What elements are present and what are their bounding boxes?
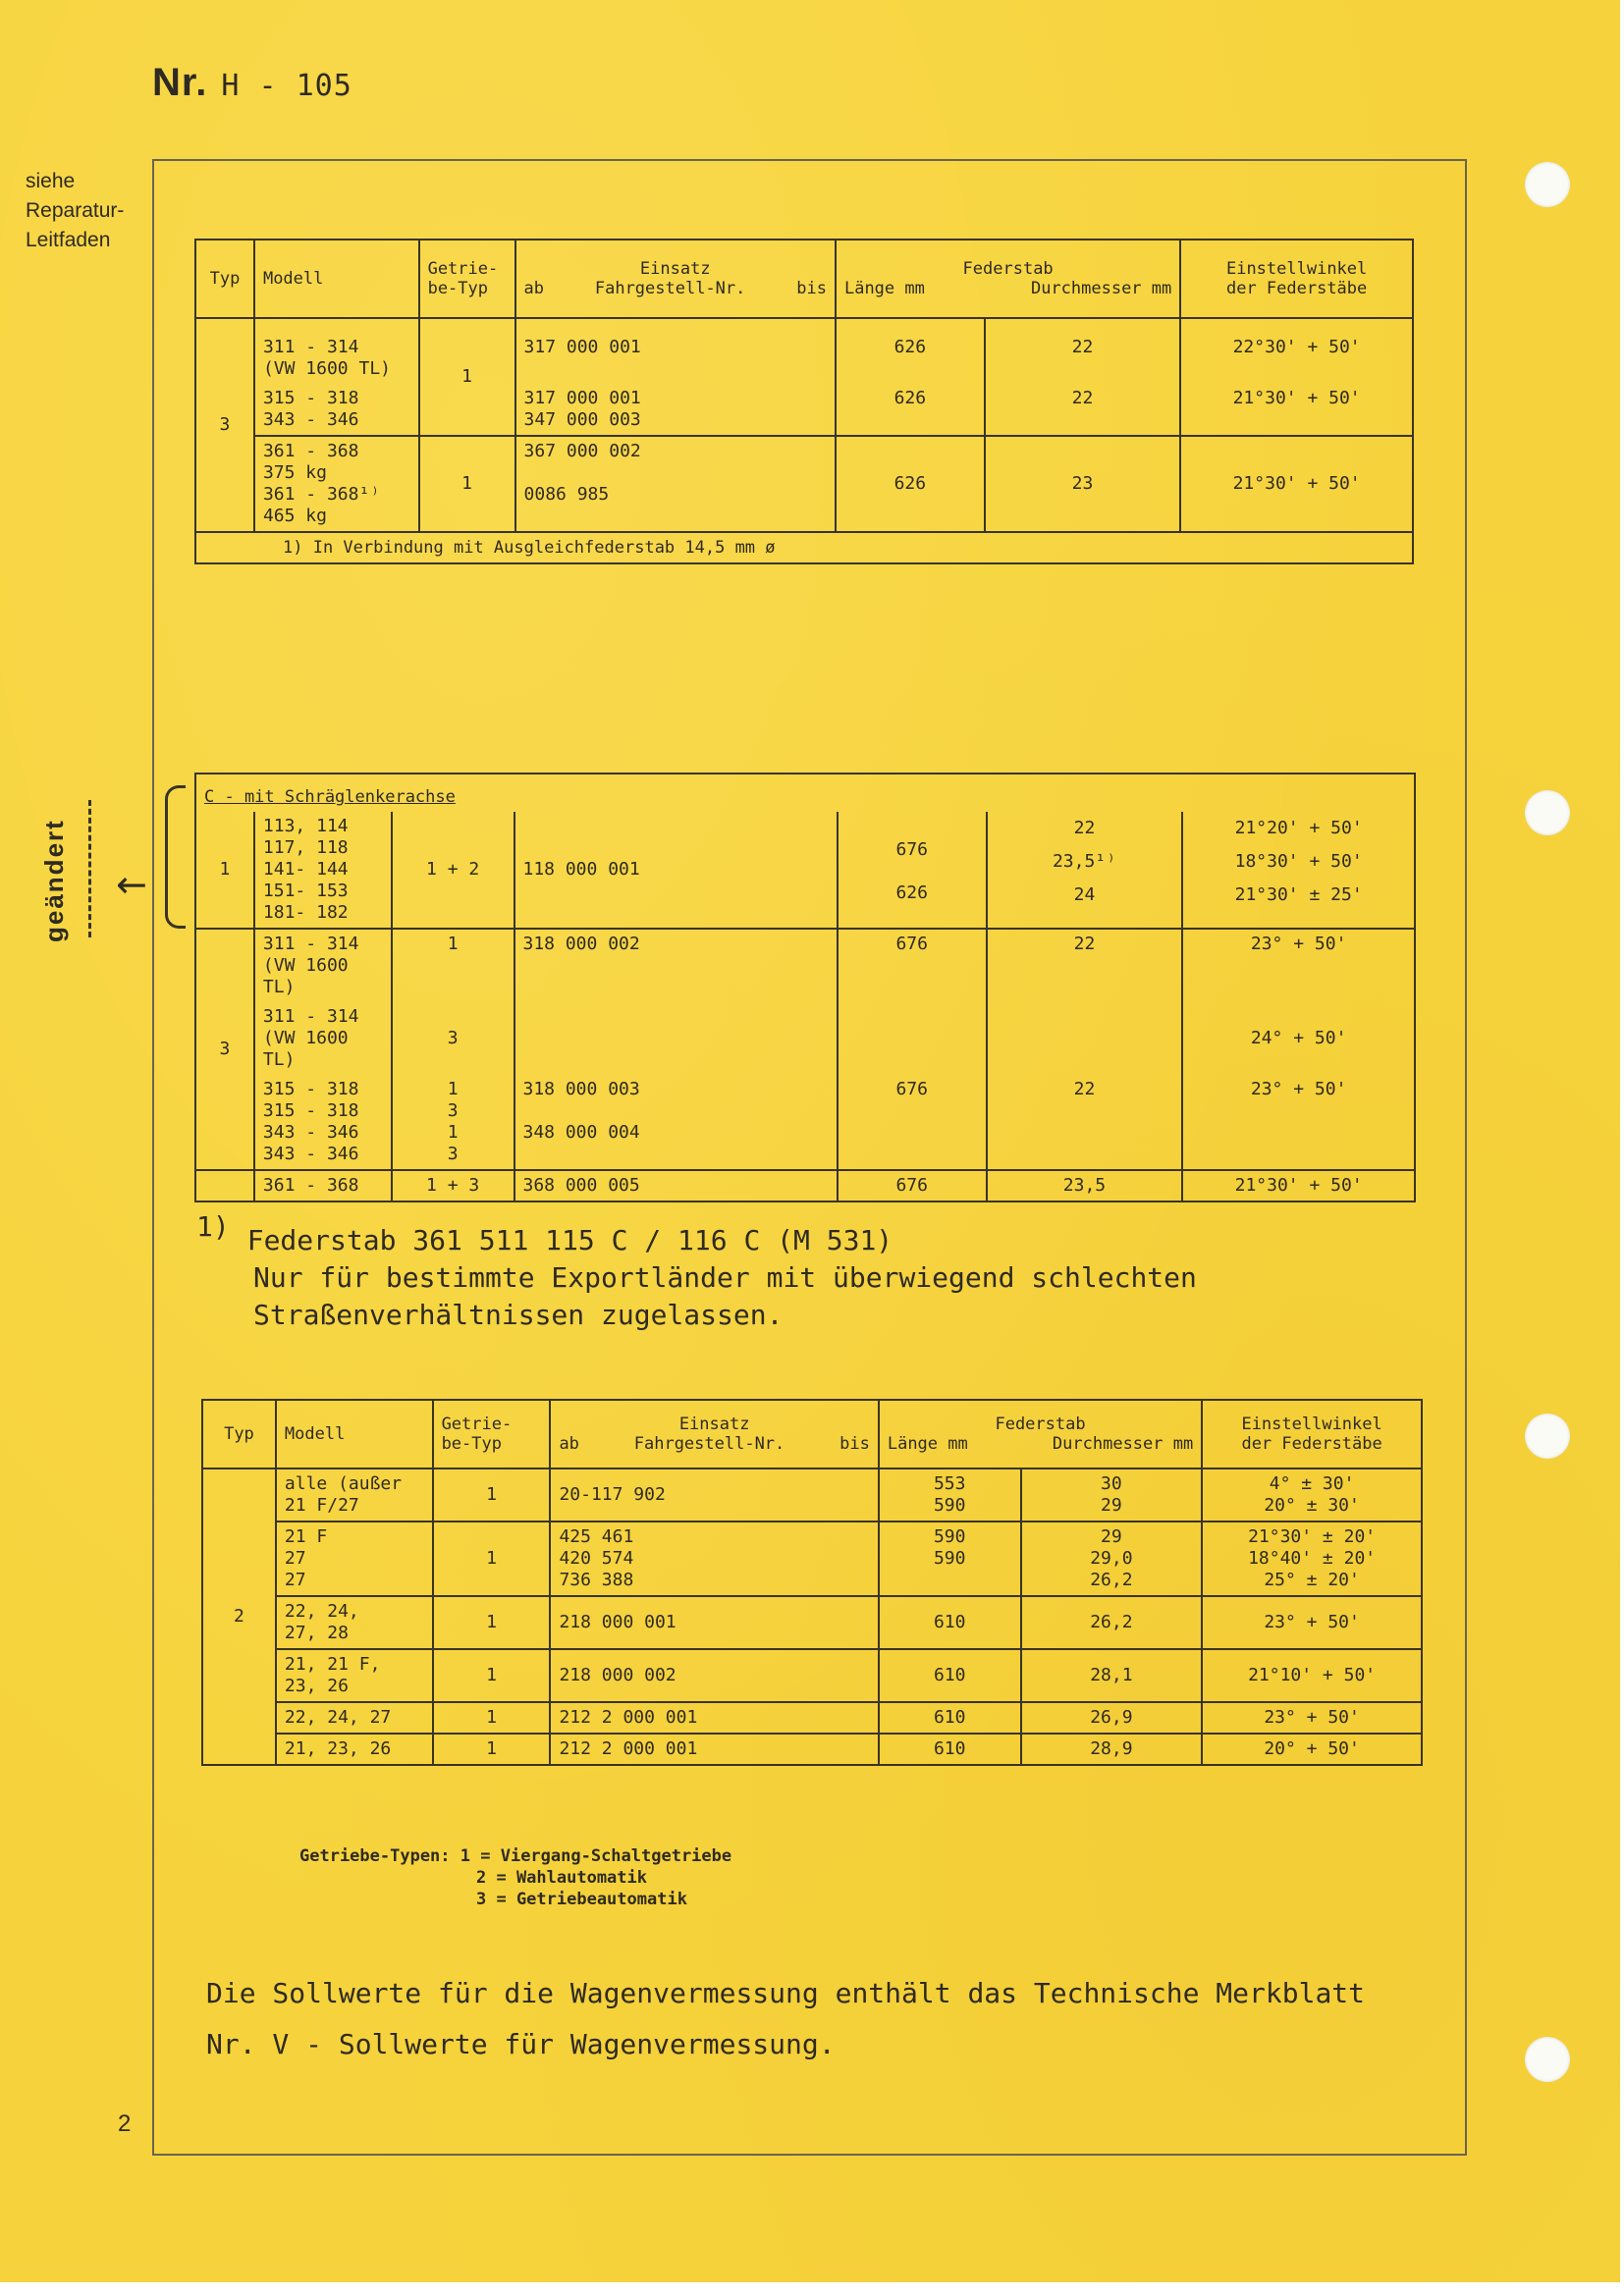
einsatz-cell: 318 000 002 <box>514 929 838 1002</box>
getriebe-cell: 1 + 3 <box>392 1170 514 1201</box>
laenge-cell: 626 <box>836 318 985 384</box>
footnote-line: Straßenverhältnissen zugelassen. <box>253 1299 784 1331</box>
col-einstellwinkel: Einstellwinkel der Federstäbe <box>1202 1400 1422 1468</box>
einsatz-cell: 218 000 001 <box>550 1596 878 1649</box>
laenge-cell: 676 <box>838 1170 987 1201</box>
einsatz-cell: 212 2 000 001 <box>550 1702 878 1734</box>
punch-hole <box>1525 2037 1570 2082</box>
winkel-cell: 23° + 50' <box>1202 1702 1422 1734</box>
spring-table-1 <box>194 239 1414 564</box>
table-row: 3 311 - 314 (VW 1600 TL) 1 318 000 002 676 22 23° + 50' <box>195 929 1415 1002</box>
spring-table-2 <box>194 773 1416 1202</box>
getriebe-cell: 1 <box>419 436 515 532</box>
winkel-cell: 22°30' + 50' <box>1180 318 1413 384</box>
getriebe-cell: 1 <box>392 929 514 1002</box>
document-number <box>152 61 352 105</box>
einsatz-cell: 218 000 002 <box>550 1649 878 1702</box>
einsatz-cell: 20-117 902 <box>550 1468 878 1522</box>
getriebe-cell: 1 <box>433 1596 551 1649</box>
winkel-cell: 21°30' + 50' <box>1182 1170 1415 1201</box>
col-einstellwinkel: Einstellwinkel der Federstäbe <box>1180 240 1413 318</box>
typ-cell: 3 <box>195 929 254 1170</box>
col-federstab: Federstab Länge mm Durchmesser mm <box>879 1400 1202 1468</box>
durchmesser-cell: 22 <box>987 1075 1183 1170</box>
einsatz-cell: 317 000 001 <box>515 318 836 384</box>
footnote-marker: 1) <box>196 1210 230 1243</box>
punch-hole <box>1525 790 1570 835</box>
note-line: Die Sollwerte für die Wagenvermessung enthält das Technische Merkblatt <box>206 1977 1366 2009</box>
laenge-cell: 610 <box>879 1596 1021 1649</box>
punch-hole <box>1525 1414 1570 1459</box>
spring-table-3 <box>201 1399 1423 1766</box>
typ-cell: 1 <box>195 812 254 929</box>
table-footnote: 1) In Verbindung mit Ausgleichfederstab 14,5 mm ø <box>195 532 1413 563</box>
brace-mark <box>165 785 186 929</box>
typ-cell: 2 <box>202 1468 276 1765</box>
col-modell: Modell <box>276 1400 433 1468</box>
table-row: 21 F 27 27 1 425 461 420 574 736 388 590 590 29 29,0 26,2 21°30' ± 20' 18°40' ± 20' 25° ± 20' <box>202 1522 1422 1596</box>
laenge-cell: 610 <box>879 1649 1021 1702</box>
table-row: 3 311 - 314 (VW 1600 TL) 1 317 000 001 626 22 22°30' + 50' <box>195 318 1413 384</box>
winkel-cell: 21°10' + 50' <box>1202 1649 1422 1702</box>
einsatz-cell: 368 000 005 <box>514 1170 838 1201</box>
getriebe-cell: 3 <box>392 1002 514 1075</box>
margin-line: siehe <box>26 170 76 192</box>
table-row <box>195 1170 1415 1201</box>
page-number: 2 <box>118 2110 132 2137</box>
winkel-cell: 23° + 50' <box>1182 1075 1415 1170</box>
durchmesser-cell: 26,9 <box>1021 1702 1203 1734</box>
col-einsatz: Einsatz ab Fahrgestell-Nr. bis <box>515 240 836 318</box>
getriebe-cell: 1 <box>419 318 515 436</box>
getriebe-cell: 1 <box>433 1649 551 1702</box>
durchmesser-cell: 28,1 <box>1021 1649 1203 1702</box>
changed-marker: geändert <box>39 819 69 942</box>
change-bar <box>88 800 91 937</box>
table-row: 2 alle (außer 21 F/27 1 20-117 902 553 590 30 29 4° ± 30' 20° ± 30' <box>202 1468 1422 1522</box>
laenge-cell: 626 <box>836 384 985 436</box>
laenge-cell: 626 <box>836 436 985 532</box>
margin-reference <box>26 167 124 255</box>
sollwerte-note <box>206 1968 1365 2070</box>
laenge-cell: 610 <box>879 1702 1021 1734</box>
col-typ: Typ <box>195 240 254 318</box>
getriebe-cell: 1 <box>433 1468 551 1522</box>
margin-line: Reparatur- <box>26 199 125 222</box>
table-row: 22, 24, 27, 28 1 218 000 001 610 26,2 23° + 50' <box>202 1596 1422 1649</box>
laenge-cell: 610 <box>879 1734 1021 1765</box>
winkel-cell: 21°30' + 50' <box>1180 384 1413 436</box>
modell-cell: 361 - 368 <box>254 1170 392 1201</box>
einsatz-cell: 118 000 001 <box>514 812 838 929</box>
col-federstab: Federstab Länge mm Durchmesser mm <box>836 240 1180 318</box>
getriebe-cell: 1 <box>433 1734 551 1765</box>
col-getriebe: Getrie- be-Typ <box>419 240 515 318</box>
margin-line: Leitfaden <box>26 229 111 251</box>
legend-item: 1 = Viergang-Schaltgetriebe <box>460 1846 732 1866</box>
modell-cell: 22, 24, 27 <box>276 1702 433 1734</box>
durchmesser-cell: 22 <box>985 318 1181 384</box>
table-row: 315 - 318 315 - 318 343 - 346 343 - 346 1 3 1 3 318 000 003 348 000 004 676 22 23° + 50' <box>195 1075 1415 1170</box>
durchmesser-cell: 23 <box>985 436 1181 532</box>
table-row: 361 - 368 375 kg 361 - 368¹⁾ 465 kg 1 367 000 002 0086 985 626 23 21°30' + 50' <box>195 436 1413 532</box>
legend-label: Getriebe-Typen: <box>299 1846 451 1866</box>
laenge-cell: 676 <box>838 1075 987 1170</box>
winkel-cell: 21°30' + 50' <box>1180 436 1413 532</box>
winkel-cell: 23° + 50' <box>1182 929 1415 1002</box>
table-row <box>202 1734 1422 1765</box>
legend-item: 3 = Getriebeautomatik <box>476 1890 687 1909</box>
typ-cell: 3 <box>195 318 254 532</box>
durchmesser-cell: 22 <box>987 929 1183 1002</box>
winkel-cell: 20° + 50' <box>1202 1734 1422 1765</box>
col-modell: Modell <box>254 240 419 318</box>
table-row <box>202 1702 1422 1734</box>
laenge-cell: 676 <box>838 929 987 1002</box>
durchmesser-cell: 22 <box>985 384 1181 436</box>
getriebe-legend <box>299 1845 731 1910</box>
col-typ: Typ <box>202 1400 276 1468</box>
left-arrow-icon: ← <box>116 863 147 906</box>
durchmesser-cell: 23,5 <box>987 1170 1183 1201</box>
note-line: Nr. V - Sollwerte für Wagenvermessung. <box>206 2028 836 2060</box>
table-row: 311 - 314 (VW 1600 TL) 3 24° + 50' <box>195 1002 1415 1075</box>
durchmesser-cell: 28,9 <box>1021 1734 1203 1765</box>
durchmesser-cell: 26,2 <box>1021 1596 1203 1649</box>
punch-hole <box>1525 162 1570 207</box>
section-title: C - mit Schräglenkerachse <box>204 787 456 807</box>
table-row: 21, 21 F, 23, 26 1 218 000 002 610 28,1 21°10' + 50' <box>202 1649 1422 1702</box>
getriebe-cell: 1 <box>433 1522 551 1596</box>
col-getriebe: Getrie- be-Typ <box>433 1400 551 1468</box>
nr-value: H - 105 <box>221 69 352 103</box>
einsatz-cell: 212 2 000 001 <box>550 1734 878 1765</box>
winkel-cell: 24° + 50' <box>1182 1002 1415 1075</box>
getriebe-cell: 1 <box>433 1702 551 1734</box>
table-row: 315 - 318 343 - 346 317 000 001 347 000 003 626 22 21°30' + 50' <box>195 384 1413 436</box>
federstab-footnote <box>196 1210 1197 1334</box>
footnote-line: Federstab 361 511 115 C / 116 C (M 531) <box>246 1224 893 1256</box>
nr-label: Nr. <box>152 61 208 104</box>
modell-cell: 21, 23, 26 <box>276 1734 433 1765</box>
winkel-cell: 23° + 50' <box>1202 1596 1422 1649</box>
legend-item: 2 = Wahlautomatik <box>476 1868 647 1888</box>
getriebe-cell: 1 + 2 <box>392 812 514 929</box>
col-einsatz: Einsatz ab Fahrgestell-Nr. bis <box>550 1400 878 1468</box>
table-row: 1 113, 114 117, 118 141- 144 151- 153 181- 182 1 + 2 118 000 001 676 626 22 23,5¹⁾ 24 21°20' + 50' 18°30' + 50' 21°30' ± 25' <box>195 812 1415 929</box>
footnote-line: Nur für bestimmte Exportländer mit überwiegend schlechten <box>253 1261 1197 1294</box>
